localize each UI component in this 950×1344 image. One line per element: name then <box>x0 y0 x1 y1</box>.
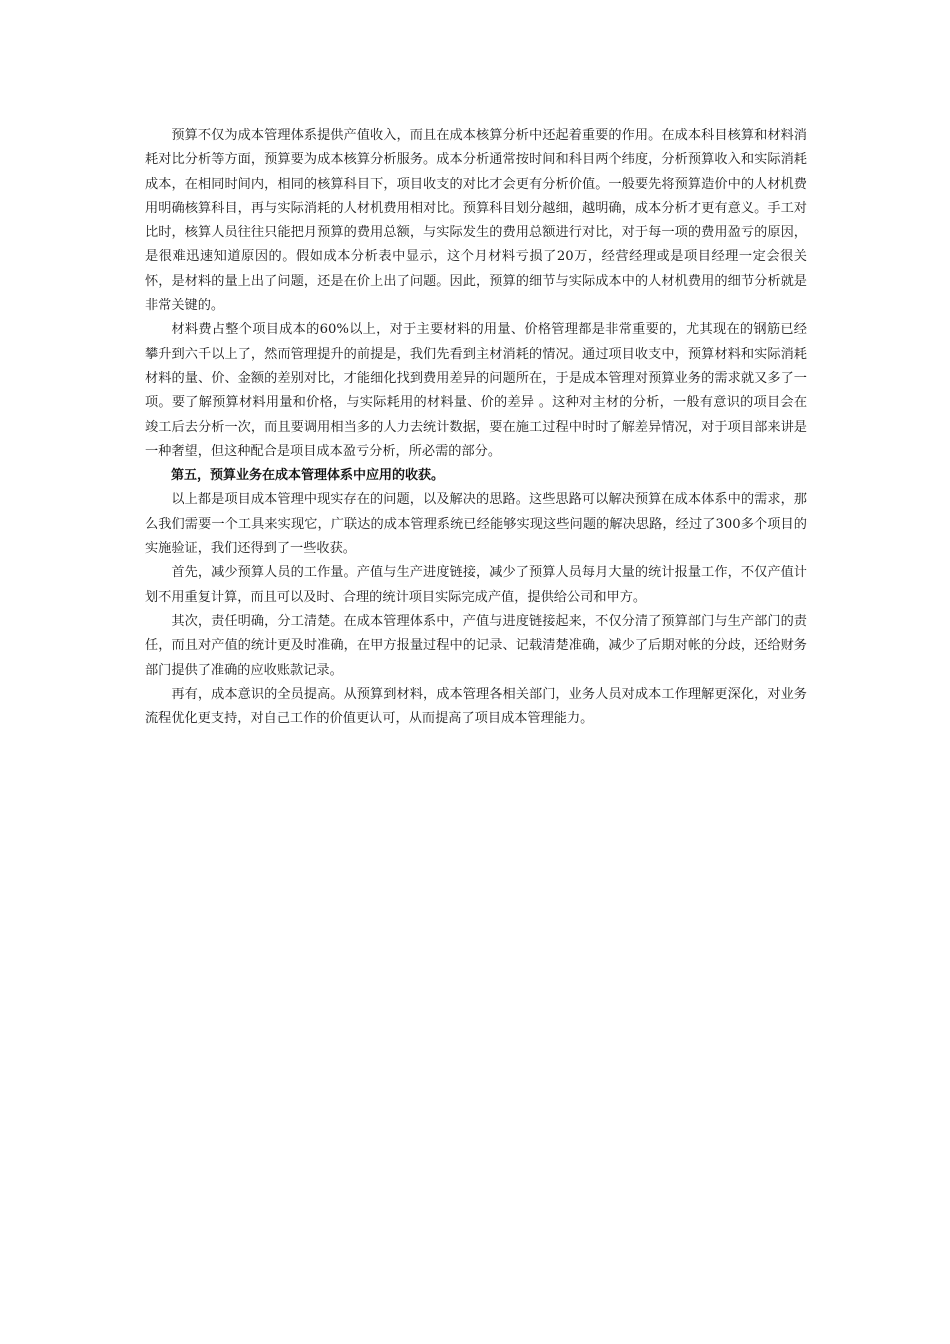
paragraph-second-benefit: 其次，责任明确，分工清楚。在成本管理体系中，产值与进度链接起来，不仅分清了预算部门与生产部门的责任，而且对产值的统计更及时准确，在甲方报量过程中的记录、记载清楚准确，减少了后期对帐的分歧，还给财务部门提供了准确的应收账款记录。 <box>145 613 807 678</box>
document-body <box>145 124 807 731</box>
paragraph-budget-cost-analysis: 预算不仅为成本管理体系提供产值收入，而且在成本核算分析中还起着重要的作用。在成本科目核算和材料消耗对比分析等方面，预算要为成本核算分析服务。成本分析通常按时间和科目两个纬度，分析预算收入和实际消耗成本，在相同时间内，相同的核算科目下，项目收支的对比才会更有分析价值。一般要先将预算造价中的人材机费用明确核算科目，再与实际消耗的人材机费用相对比。预算科目划分越细，越明确，成本分析才更有意义。手工对比时，核算人员往往只能把月预算的费用总额，与实际发生的费用总额进行对比，对于每一项的费用盈亏的原因，是很难迅速知道原因的。假如成本分析表中显示，这个月材料亏损了20万，经营经理或是项目经理一定会很关怀，是材料的量上出了问题，还是在价上出了问题。因此，预算的细节与实际成本中的人材机费用的细节分析就是非常关键的。 <box>145 128 807 314</box>
paragraph-material-cost: 材料费占整个项目成本的60%以上，对于主要材料的用量、价格管理都是非常重要的，尤其现在的钢筋已经攀升到六千以上了，然而管理提升的前提是，我们先看到主材消耗的情况。通过项目收支中，预算材料和实际消耗材料的量、价、金额的差别对比，才能细化找到费用差异的问题所在，于是成本管理对预算业务的需求就又多了一项。要了解预算材料用量和价格，与实际耗用的材料量、价的差异 。这种对主材的分析，一般有意识的项目会在竣工后去分析一次，而且要调用相当多的人力去统计数据，要在施工过程中时时了解差异情况，对于项目部来讲是一种奢望，但这种配合是项目成本盈亏分析，所必需的部分。 <box>145 322 807 459</box>
paragraph-solutions: 以上都是项目成本管理中现实存在的问题，以及解决的思路。这些思路可以解决预算在成本体系中的需求，那么我们需要一个工具来实现它，广联达的成本管理系统已经能够实现这些问题的解决思路，经过了300多个项目的实施验证，我们还得到了一些收获。 <box>145 492 807 557</box>
paragraph-third-benefit: 再有，成本意识的全员提高。从预算到材料，成本管理各相关部门，业务人员对成本工作理解更深化，对业务流程优化更支持，对自己工作的价值更认可，从而提高了项目成本管理能力。 <box>145 686 807 727</box>
section-heading-fifth: 第五，预算业务在成本管理体系中应用的收获。 <box>171 468 445 484</box>
paragraph-first-benefit: 首先，减少预算人员的工作量。产值与生产进度链接，减少了预算人员每月大量的统计报量工作，不仅产值计划不用重复计算，而且可以及时、合理的统计项目实际完成产值，提供给公司和甲方。 <box>145 565 807 605</box>
